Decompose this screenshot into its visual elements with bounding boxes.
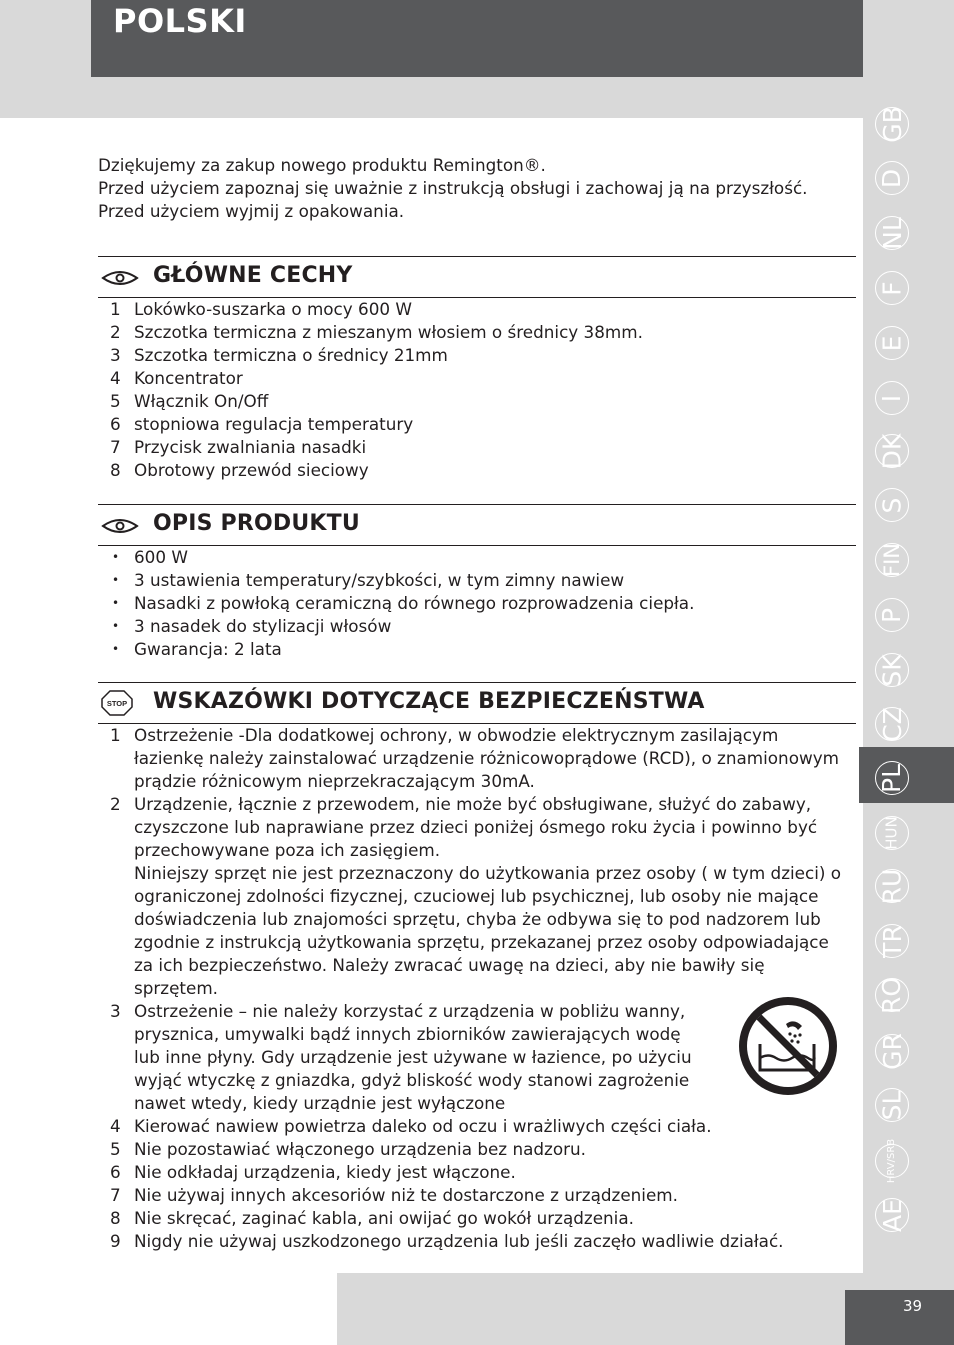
page-title: POLSKI [113, 2, 247, 40]
language-tab-d[interactable]: D [871, 157, 913, 199]
section-title-description: OPIS PRODUKTU [153, 511, 360, 536]
section-title-features: GŁÓWNE CECHY [153, 263, 353, 288]
list-item: • Gwarancja: 2 lata [112, 639, 282, 659]
page-number: 39 [903, 1297, 923, 1315]
language-tab-ru[interactable]: RU [871, 865, 913, 907]
section-title-safety: WSKAZÓWKI DOTYCZĄCE BEZPIECZEŃSTWA [153, 689, 705, 714]
list-item: 7 Przycisk zwalniania nasadki [110, 437, 367, 457]
stop-icon-label: STOP [106, 699, 128, 708]
list-item: 1 Lokówko-suszarka o mocy 600 W [110, 299, 413, 319]
list-item: 8 Obrotowy przewód sieciowy [110, 460, 369, 480]
language-tab-hrv-srb[interactable]: HRV/SRB [871, 1140, 913, 1182]
list-item: 5 Włącznik On/Off [110, 391, 269, 411]
list-item: 3 Ostrzeżenie – nie należy korzystać z urządzenia w pobliżu wanny, prysznica, umywalki bądź innych zbiorników zawierających wodę lub inne płyny. Gdy urządzenie jest używane w łazience, po użyciu wyjąć wtyczkę z gniazdka, gdyż bliskość wody stanowi zagrożenie nawet wtedy, kiedy urządnie jest wyłączone [110, 1001, 692, 1113]
language-tab-gr[interactable]: GR [871, 1030, 913, 1072]
section-header-safety [98, 682, 856, 724]
language-tab-e[interactable]: E [871, 322, 913, 364]
language-tab-dk[interactable]: DK [871, 430, 913, 472]
list-item: • Nasadki z powłoką ceramiczną do równego rozprowadzenia ciepła. [112, 593, 695, 613]
list-item: 6 Nie odkładaj urządzenia, kiedy jest włączone. [110, 1162, 516, 1182]
intro-line-1: Dziękujemy za zakup nowego produktu Remington®. [98, 155, 546, 175]
list-item: 7 Nie używaj innych akcesoriów niż te dostarczone z urządzeniem. [110, 1185, 678, 1205]
language-tab-nl[interactable]: NL [871, 212, 913, 254]
list-item: • 3 ustawienia temperatury/szybkości, w tym zimny nawiew [112, 570, 625, 590]
language-tab-pl[interactable]: PL [871, 757, 913, 799]
no-water-warning-icon [738, 996, 838, 1096]
list-item: 4 Koncentrator [110, 368, 243, 388]
page-number-box [845, 1290, 954, 1345]
language-tab-sk[interactable]: SK [871, 649, 913, 691]
language-tab-p[interactable]: P [871, 594, 913, 636]
language-tab-s[interactable]: S [871, 484, 913, 526]
language-tab-f[interactable]: F [871, 267, 913, 309]
section-header-description [98, 504, 856, 546]
eye-icon [101, 518, 139, 534]
list-item: 2 Urządzenie, łącznie z przewodem, nie może być obsługiwane, służyć do zabawy, czyszczone lub naprawiane przez dzieci poniżej ósmego roku życia i powinno być przechowywane poza ich zasięgiem. [110, 794, 818, 860]
language-tab-hun[interactable]: HUN [871, 812, 913, 854]
list-item: • 600 W [112, 547, 188, 567]
section-header-features [98, 256, 856, 298]
language-tab-ae[interactable]: AE [871, 1194, 913, 1236]
list-item: 2 Szczotka termiczna z mieszanym włosiem o średnicy 38mm. [110, 322, 643, 342]
language-tab-sl[interactable]: SL [871, 1084, 913, 1126]
list-item: Niniejszy sprzęt nie jest przeznaczony do użytkowania przez osoby ( w tym dzieci) o ograniczonej zdolności fizycznej, czuciowej lub psychicznej, lub osoby nie mające doświadczenia lub znajomości sprzętu, chyba że odbywa się to pod nadzorem lub zgodnie z instrukcją użytkowania sprzętu, przekazanej przez osoby odpowiadające za ich bezpieczeństwo. Należy zwracać uwagę na dzieci, aby nie bawiły się sprzętem. [134, 863, 842, 998]
stop-icon [101, 690, 133, 716]
language-tab-cz[interactable]: CZ [871, 703, 913, 745]
intro-text [98, 154, 856, 223]
safety-list [98, 724, 856, 1253]
list-item: 8 Nie skręcać, zaginać kabla, ani owijać go wokół urządzenia. [110, 1208, 634, 1228]
list-item: 5 Nie pozostawiać włączonego urządzenia bez nadzoru. [110, 1139, 586, 1159]
language-tab-gb[interactable]: GB [871, 103, 913, 145]
list-item: 1 Ostrzeżenie -Dla dodatkowej ochrony, w obwodzie elektrycznym zasilającym łazienkę należy zainstalować urządzenie różnicowoprądowe (RCD), o znamionowym prądzie różnicowym nieprzekraczającym 30mA. [110, 725, 839, 791]
list-item: • 3 nasadek do stylizacji włosów [112, 616, 392, 636]
language-tab-i[interactable]: I [871, 377, 913, 419]
features-list [98, 298, 856, 482]
language-tab-tr[interactable]: TR [871, 920, 913, 962]
intro-line-2: Przed użyciem zapoznaj się uważnie z instrukcją obsługi i zachowaj ją na przyszłość. Przed użyciem wyjmij z opakowania. [98, 178, 808, 221]
list-item: 4 Kierować nawiew powietrza daleko od oczu i wrażliwych części ciała. [110, 1116, 712, 1136]
description-list [98, 546, 856, 661]
language-tab-fin[interactable]: FIN [871, 539, 913, 581]
eye-icon [101, 270, 139, 286]
language-tab-ro[interactable]: RO [871, 974, 913, 1016]
list-item: 3 Szczotka termiczna o średnicy 21mm [110, 345, 448, 365]
list-item: 9 Nigdy nie używaj uszkodzonego urządzenia lub jeśli zaczęło wadliwie działać. [110, 1231, 784, 1251]
list-item: 6 stopniowa regulacja temperatury [110, 414, 414, 434]
